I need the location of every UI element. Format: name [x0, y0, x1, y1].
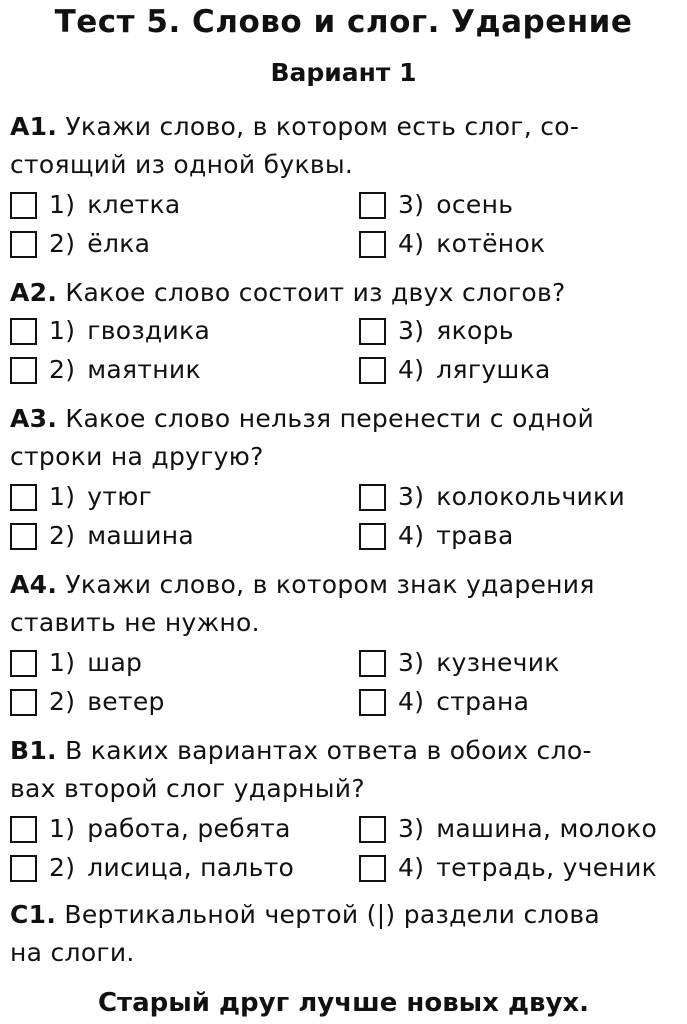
question-text-line1: Какое слово нельзя перенести с одной [65, 404, 595, 433]
answer-option[interactable] [10, 225, 150, 263]
variant-label: Вариант 1 [270, 58, 417, 87]
page-title: Тест 5. Слово и слог. Ударение [54, 4, 633, 40]
proverb: Старый друг лучше новых двух. [97, 988, 590, 1018]
answer-option[interactable] [359, 644, 560, 682]
answer-option[interactable] [10, 351, 201, 389]
checkbox[interactable] [359, 523, 386, 550]
option-number: 3) [398, 814, 425, 843]
question-text-line1: В каких вариантах ответа в обоих сло- [65, 736, 592, 765]
answer-option[interactable] [10, 644, 142, 682]
option-number: 3) [398, 482, 425, 511]
option-text: кузнечик [436, 648, 560, 677]
checkbox[interactable] [359, 484, 386, 511]
checkbox[interactable] [10, 231, 37, 258]
option-text: страна [436, 687, 530, 716]
option-number: 1) [49, 648, 76, 677]
option-number: 2) [49, 853, 76, 882]
answer-option[interactable] [359, 478, 625, 516]
option-text: машина, молоко [436, 814, 658, 843]
checkbox[interactable] [359, 689, 386, 716]
option-text: машина [87, 521, 195, 550]
option-number: 2) [49, 687, 76, 716]
answer-option[interactable] [359, 225, 545, 263]
option-text: якорь [436, 316, 514, 345]
option-number: 4) [398, 229, 425, 258]
question-text-line2: ставить не нужно. [10, 608, 260, 637]
option-number: 3) [398, 316, 425, 345]
question-number: С1. [10, 900, 57, 929]
question-text-line2: на слоги. [10, 938, 135, 967]
option-number: 2) [49, 521, 76, 550]
option-number: 1) [49, 482, 76, 511]
checkbox[interactable] [10, 318, 37, 345]
option-text: гвоздика [87, 316, 211, 345]
option-number: 3) [398, 190, 425, 219]
option-text: тетрадь, ученик [436, 853, 658, 882]
question-c1 [10, 896, 685, 972]
question-a2 [10, 274, 685, 312]
answer-option[interactable] [10, 478, 152, 516]
question-number: А2. [10, 278, 58, 307]
checkbox[interactable] [10, 484, 37, 511]
answer-option[interactable] [10, 517, 194, 555]
question-number: А3. [10, 404, 58, 433]
checkbox[interactable] [359, 231, 386, 258]
answer-option[interactable] [359, 351, 551, 389]
answer-option[interactable] [10, 186, 181, 224]
question-text-line2: строки на другую? [10, 442, 264, 471]
option-text: лисица, пальто [87, 853, 295, 882]
option-number: 3) [398, 648, 425, 677]
checkbox[interactable] [10, 689, 37, 716]
checkbox[interactable] [10, 523, 37, 550]
option-text: лягушка [436, 355, 551, 384]
option-text: колокольчики [436, 482, 626, 511]
option-text: котёнок [436, 229, 546, 258]
checkbox[interactable] [10, 816, 37, 843]
option-number: 1) [49, 814, 76, 843]
answer-option[interactable] [10, 312, 210, 350]
answer-option[interactable] [359, 186, 513, 224]
option-text: работа, ребята [87, 814, 291, 843]
answer-option[interactable] [10, 810, 291, 848]
answer-option[interactable] [359, 849, 657, 887]
option-number: 1) [49, 316, 76, 345]
checkbox[interactable] [10, 855, 37, 882]
checkbox[interactable] [359, 318, 386, 345]
answer-option[interactable] [359, 312, 514, 350]
question-a1 [10, 108, 685, 184]
option-text: осень [436, 190, 514, 219]
checkbox[interactable] [10, 357, 37, 384]
question-number: В1. [10, 736, 57, 765]
option-text: ветер [87, 687, 165, 716]
option-number: 4) [398, 521, 425, 550]
option-number: 2) [49, 355, 76, 384]
answer-option[interactable] [359, 517, 514, 555]
answer-option[interactable] [359, 810, 657, 848]
checkbox[interactable] [10, 650, 37, 677]
answer-option[interactable] [359, 683, 529, 721]
question-text-line1: Укажи слово, в котором знак ударения [65, 570, 595, 599]
option-number: 2) [49, 229, 76, 258]
option-text: ёлка [87, 229, 151, 258]
checkbox[interactable] [359, 192, 386, 219]
option-text: утюг [87, 482, 153, 511]
checkbox[interactable] [10, 192, 37, 219]
question-number: А4. [10, 570, 58, 599]
checkbox[interactable] [359, 650, 386, 677]
question-a4 [10, 566, 685, 642]
question-number: А1. [10, 112, 58, 141]
checkbox[interactable] [359, 357, 386, 384]
question-text-line2: вах второй слог ударный? [10, 774, 365, 803]
question-text-line1: Какое слово состоит из двух слогов? [65, 278, 566, 307]
option-text: шар [87, 648, 143, 677]
option-number: 4) [398, 687, 425, 716]
checkbox[interactable] [359, 816, 386, 843]
answer-option[interactable] [10, 683, 165, 721]
option-text: трава [436, 521, 514, 550]
question-text-line1: Укажи слово, в котором есть слог, со- [65, 112, 580, 141]
question-a3 [10, 400, 685, 476]
checkbox[interactable] [359, 855, 386, 882]
question-text-line1: Вертикальной чертой (|) раздели слова [64, 900, 601, 929]
option-number: 4) [398, 853, 425, 882]
option-number: 4) [398, 355, 425, 384]
option-text: клетка [87, 190, 181, 219]
question-b1 [10, 732, 685, 808]
option-text: маятник [87, 355, 201, 384]
answer-option[interactable] [10, 849, 294, 887]
option-number: 1) [49, 190, 76, 219]
question-text-line2: стоящий из одной буквы. [10, 150, 354, 179]
